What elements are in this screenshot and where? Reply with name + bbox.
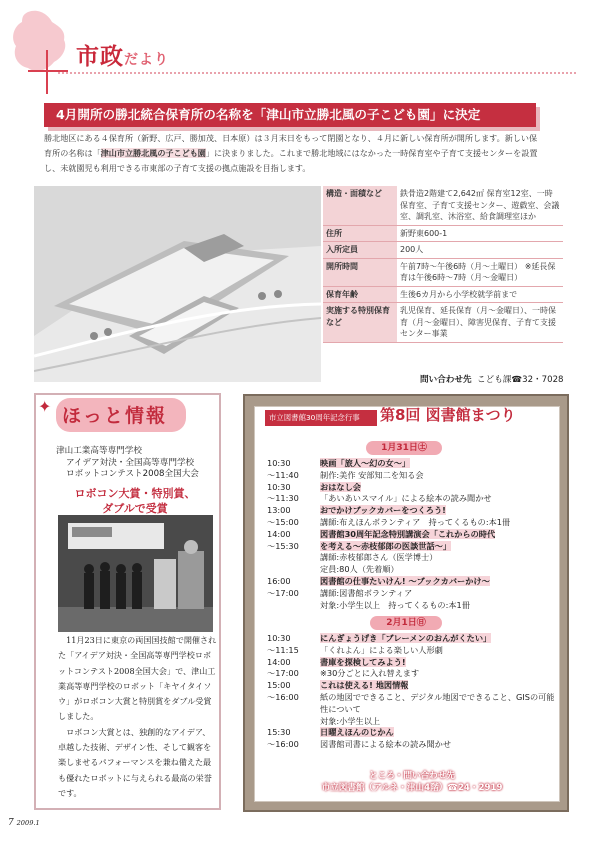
schedule-row — [267, 493, 557, 505]
event-time: 10:30 — [267, 481, 291, 492]
schedule-row — [267, 657, 557, 669]
event-time: 14:00 — [267, 656, 291, 667]
event-title: おでかけブックカバーをつくろう! — [320, 505, 446, 516]
event-text: 紙の地図でできること、デジタル地図でできること、GISの可能性について — [320, 691, 555, 714]
schedule-row — [267, 505, 557, 517]
schedule-row — [267, 588, 557, 600]
schedule-row — [267, 668, 557, 680]
schedule-row — [267, 564, 557, 576]
header-cross-vertical — [46, 50, 48, 94]
table-row: 住所 新野東600-1 — [323, 225, 563, 242]
robot-team-photo — [58, 515, 213, 632]
event-text — [320, 505, 557, 517]
event-time: 10:30 — [267, 458, 291, 468]
date-tab-day1: 1月31日㊏ — [366, 441, 442, 455]
event-text — [320, 541, 557, 553]
city-map-silhouette — [8, 8, 70, 78]
award-heading: ロボコン大賞・特別賞、 ダブルで受賞 — [74, 487, 196, 515]
event-time: 10:30 — [267, 633, 291, 643]
sparkle-icon: ✦ — [38, 397, 52, 416]
event-text — [320, 576, 557, 588]
table-row: 実施する特別保育など 乳児保育、延長保育（月〜金曜日）、一時保育（月〜金曜日）、障害児保育、子育て支援センター事業 — [323, 303, 563, 343]
event-text — [320, 727, 557, 739]
event-time — [267, 552, 320, 564]
schedule-row — [267, 552, 557, 564]
event-text — [320, 680, 557, 692]
table-row: 保育年齢 生後6カ月から小学校就学前まで — [323, 286, 563, 303]
event-time: 〜16:00 — [267, 691, 299, 702]
school-name: 津山工業高等専門学校 アイデア対決・全国高等専門学校 ロボットコンテスト2008全国大会 — [56, 446, 199, 479]
event-text — [320, 633, 557, 645]
schedule-row — [267, 541, 557, 553]
event-time: 〜15:30 — [267, 540, 299, 551]
event-time: 15:00 — [267, 680, 291, 691]
festival-title: 第8回 図書館まつり — [380, 406, 516, 424]
schedule-row — [267, 633, 557, 645]
event-time: 16:00 — [267, 575, 291, 586]
table-row: 構造・面積など 鉄骨造2階建て2,642㎡ 保育室12室、一時保育室、子育て支援センター、遊戯室、会議室、調乳室、沐浴室、給食調理室ほか — [323, 186, 563, 225]
event-title: 映画「旅人〜幻の女〜」 — [320, 458, 411, 468]
facility-info-table — [323, 186, 563, 343]
event-time — [267, 716, 320, 728]
article-intro: 勝北地区にある４保育所（新野、広戸、勝加茂、日本原）は３月末日をもって閉園となり、４月に新しい保育所が開所します。新しい保育所の名称は「津山市立勝北風の子こども園」に決まりました。これまで勝北地域にはなかった一時保育室や子育て支援センターを設置し、未就園児も利用できる市東部の子育て支援の拠点施設を目指します。 — [44, 133, 538, 173]
schedule-row — [267, 458, 557, 470]
library-contact: ところ・問い合わせ先 市立図書館（アルネ・津山4階）☎24・2919 — [321, 771, 503, 793]
schedule-row — [267, 645, 557, 657]
event-time: 14:00 — [267, 528, 291, 539]
event-text: 図書館司書による絵本の読み聞かせ — [320, 739, 452, 750]
schedule-row — [267, 680, 557, 692]
event-text: ※30分ごとに入れ替えます — [320, 668, 420, 679]
event-time: 〜11:30 — [267, 493, 299, 504]
table-row: 開所時間 午前7時〜午後6時（月〜土曜日） ※延長保育は午後6時〜7時（月〜金曜日） — [323, 258, 563, 286]
schedule-row — [267, 692, 557, 716]
schedule-row — [267, 470, 557, 482]
event-text — [320, 657, 557, 669]
event-time: 13:00 — [267, 505, 291, 516]
event-time: 〜17:00 — [267, 587, 299, 598]
event-text — [320, 529, 557, 541]
schedule-row — [267, 482, 557, 494]
building-photo — [34, 186, 321, 382]
schedule-row — [267, 739, 557, 751]
event-time: 〜17:00 — [267, 668, 299, 679]
event-text — [320, 482, 557, 494]
day2-schedule — [267, 633, 557, 751]
event-title: おはなし会 — [320, 481, 361, 492]
event-text: 「あいあいスマイル」による絵本の読み聞かせ — [320, 493, 492, 504]
event-text: 「くれよん」による楽しい人形劇 — [320, 644, 443, 655]
event-time — [267, 600, 320, 612]
event-time: 15:30 — [267, 727, 291, 738]
event-text: 講師:図書館ボランティア — [320, 587, 413, 598]
event-title: 図書館の仕事たいけん! 〜ブックカバーかけ〜 — [320, 575, 490, 586]
hot-info-body: 11月23日に東京の両国国技館で開催された「アイデア対決・全国高等専門学校ロボットコンテスト2008全国大会」で、津山工業高等専門学校のロボット「キヤイタイソウ」がロボコン大賞と特別賞をダブル受賞しました。 ロボコン大賞とは、独創的なアイデア、卓越した技術、デザイン性、そして観客を楽しませるパフォーマンスを兼ね備えた最も優れたロボットに与えられる最高の栄誉です。 — [58, 635, 217, 798]
event-title: にんぎょうげき「ブレーメンのおんがくたい」 — [320, 633, 492, 643]
day1-schedule — [267, 458, 557, 611]
schedule-row — [267, 517, 557, 529]
anniversary-label: 市立図書館30周年記念行事 — [265, 410, 377, 426]
page-number: 7 2009.1 — [8, 818, 40, 828]
schedule-row — [267, 600, 557, 612]
event-time: 〜11:40 — [267, 469, 299, 480]
schedule-row — [267, 576, 557, 588]
event-time — [267, 564, 320, 576]
event-text: 講師:布えほんボランティア 持ってくるもの:本1冊 — [320, 516, 511, 527]
table-row: 入所定員 200人 — [323, 242, 563, 259]
event-title: 書庫を探検してみよう! — [320, 656, 406, 667]
schedule-row — [267, 529, 557, 541]
header-divider — [58, 72, 576, 74]
event-text — [320, 458, 557, 470]
event-text: 定員:80人（先着順） — [320, 564, 399, 575]
event-text: 制作:美作 安部知二を知る会 — [320, 469, 424, 480]
event-text: 講師:赤枝郁郎さん（医学博士） — [320, 552, 438, 563]
facility-name: 津山市立勝北風の子こども園 — [100, 148, 206, 158]
schedule-row — [267, 727, 557, 739]
schedule-row — [267, 716, 557, 728]
event-text: 対象:小学生以上 — [320, 715, 381, 726]
event-title: を考える〜赤枝郁郎の医談世話〜」 — [320, 540, 452, 551]
event-title: 図書館30周年記念特別講演会「これからの時代 — [320, 528, 496, 539]
article-headline: 4月開所の勝北統合保育所の名称を「津山市立勝北風の子こども園」に決定 — [44, 103, 536, 127]
date-tab-day2: 2月1日㊐ — [370, 616, 442, 630]
event-title: これは使える! 地図情報 — [320, 680, 409, 691]
section-title: 市政だより — [76, 43, 169, 70]
article-contact: 問い合わせ先 こども課☎32・7028 — [420, 375, 564, 385]
event-title: 日曜えほんのじかん — [320, 727, 394, 738]
event-time: 〜11:15 — [267, 644, 299, 655]
event-text: 対象:小学生以上 持ってくるもの:本1冊 — [320, 599, 470, 610]
hot-info-title: ほっと情報 — [62, 405, 168, 427]
event-time: 〜16:00 — [267, 739, 299, 750]
event-time: 〜15:00 — [267, 516, 299, 527]
